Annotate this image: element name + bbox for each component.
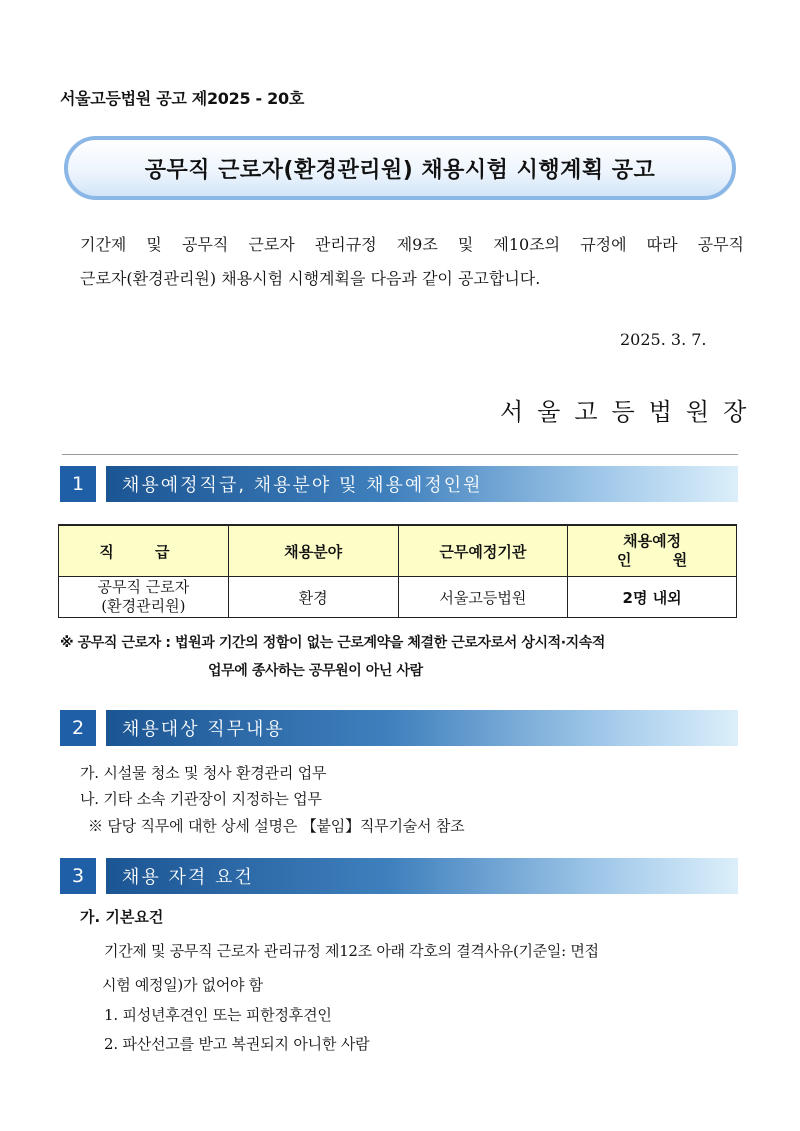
notice-title-box <box>64 136 736 200</box>
basic-requirements-heading: 가. 기본요건 <box>80 908 164 926</box>
requirements-paragraph <box>104 934 744 1002</box>
definition-note-line2: 업무에 종사하는 공무원이 아닌 사람 <box>208 663 423 679</box>
table-row <box>59 577 737 618</box>
definition-note-line1: ※ 공무직 근로자 : 법원과 기간의 정함이 없는 근로계약을 체결한 근로자로서 상시적·지속적 <box>60 635 606 651</box>
intro-paragraph <box>80 228 744 296</box>
header-grade: 직 급 <box>59 525 229 577</box>
divider <box>62 454 738 455</box>
requirements-line-2: 시험 예정일)가 없어야 함 <box>102 976 263 994</box>
disqualification-item-1: 1. 피성년후견인 또는 피한정후견인 <box>104 1006 332 1024</box>
header-agency: 근무예정기관 <box>398 525 568 577</box>
cell-field: 환경 <box>228 577 398 618</box>
duty-note: ※ 담당 직무에 대한 상세 설명은 【붙임】직무기술서 참조 <box>88 817 465 835</box>
cell-grade <box>59 577 229 618</box>
recruitment-table <box>58 524 737 618</box>
cell-grade-line1: 공무직 근로자 <box>97 578 190 596</box>
notice-number: 서울고등법원 공고 제2025 - 20호 <box>60 89 304 108</box>
notice-date: 2025. 3. 7. <box>620 330 707 349</box>
cell-agency: 서울고등법원 <box>398 577 568 618</box>
table-header-row <box>59 525 737 577</box>
section-2-number: 2 <box>60 710 96 746</box>
notice-title: 공무직 근로자(환경관리원) 채용시험 시행계획 공고 <box>144 157 656 183</box>
section-1-title: 채용예정직급, 채용분야 및 채용예정인원 <box>106 466 738 502</box>
section-3-number: 3 <box>60 858 96 894</box>
header-field: 채용분야 <box>228 525 398 577</box>
intro-line-2: 근로자(환경관리원) 채용시험 시행계획을 다음과 같이 공고합니다. <box>80 269 541 288</box>
section-2-title: 채용대상 직무내용 <box>106 710 738 746</box>
intro-line-1: 기간제 및 공무직 근로자 관리규정 제9조 및 제10조의 규정에 따라 공무직 <box>80 235 744 254</box>
requirements-line-1: 기간제 및 공무직 근로자 관리규정 제12조 아래 각호의 결격사유(기준일: 면접 <box>104 942 599 960</box>
header-count-line1: 채용예정 <box>623 532 682 550</box>
duty-item-2: 나. 기타 소속 기관장이 지정하는 업무 <box>80 790 322 808</box>
disqualification-item-2: 2. 파산선고를 받고 복권되지 아니한 사람 <box>104 1035 370 1053</box>
duty-item-1: 가. 시설물 청소 및 청사 환경관리 업무 <box>80 764 327 782</box>
cell-count: 2명 내외 <box>568 577 737 618</box>
header-count-line2: 인 원 <box>617 551 688 569</box>
section-1-number: 1 <box>60 466 96 502</box>
cell-grade-line2: (환경관리원) <box>101 597 186 615</box>
section-3-title: 채용 자격 요건 <box>106 858 738 894</box>
header-count <box>568 525 737 577</box>
issuer-name: 서울고등법원장 <box>500 398 761 426</box>
